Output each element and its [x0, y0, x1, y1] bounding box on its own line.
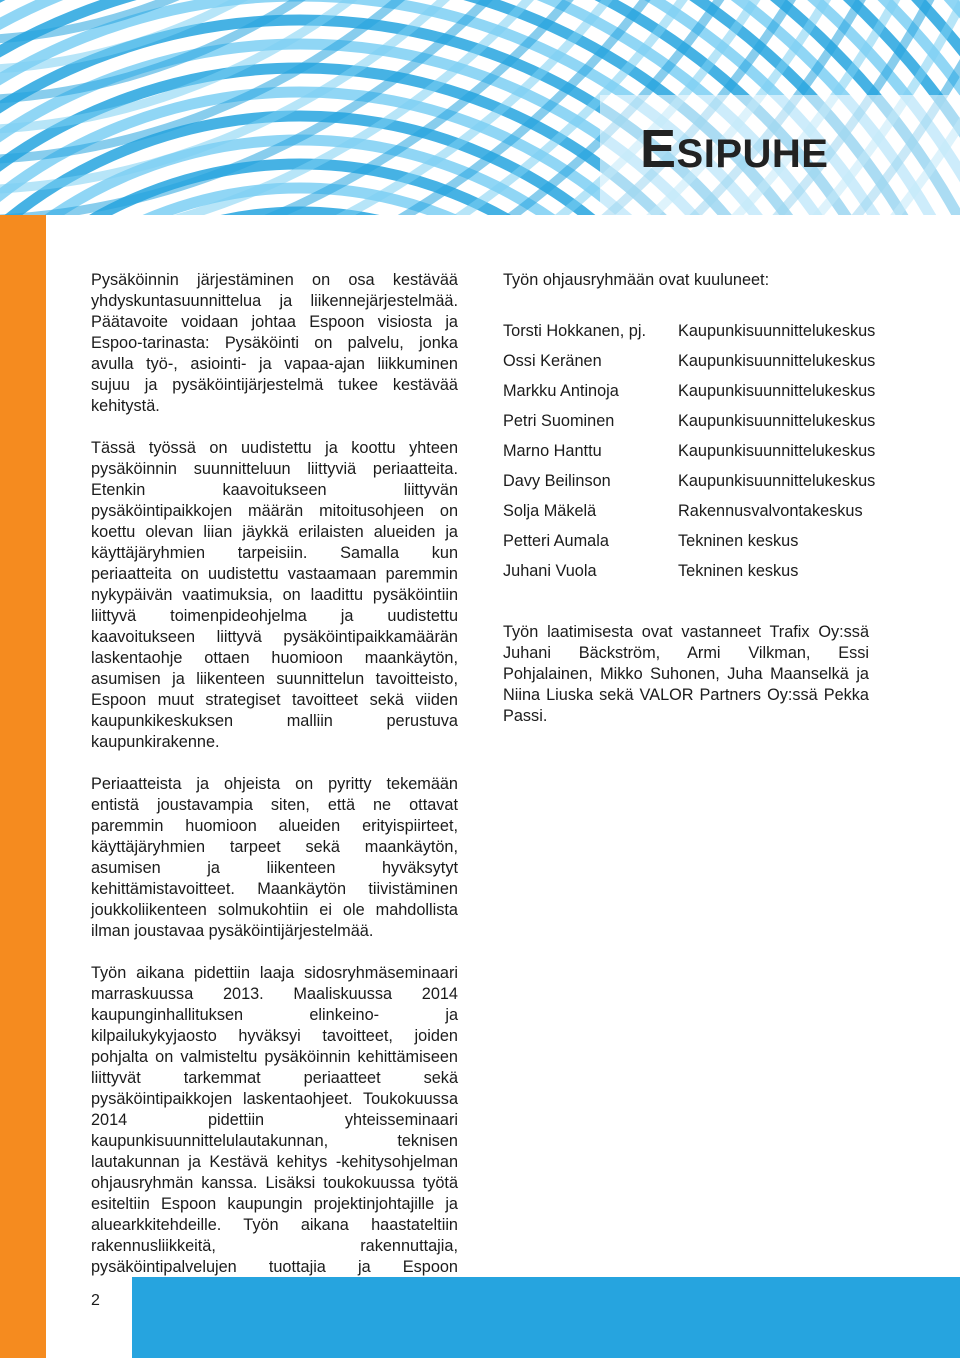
page-title-initial: E [640, 119, 677, 179]
member-name: Davy Beilinson [503, 472, 611, 490]
member-row [503, 381, 876, 402]
member-unit: Kaupunkisuunnittelukeskus [678, 322, 876, 340]
page-title-rest: SIPUHE [676, 132, 829, 176]
member-name: Ossi Keränen [503, 352, 602, 370]
header-decoration [0, 0, 960, 215]
steering-group-list [503, 321, 876, 582]
member-unit: Tekninen keskus [678, 532, 799, 550]
right-column [503, 270, 876, 727]
member-name: Marno Hanttu [503, 442, 602, 460]
member-row [503, 321, 876, 342]
member-unit: Rakennusvalvontakeskus [678, 502, 863, 520]
page-number: 2 [91, 1292, 100, 1309]
member-row [503, 531, 869, 552]
member-row [503, 561, 869, 582]
member-unit: Kaupunkisuunnittelukeskus [678, 412, 876, 430]
member-row [503, 441, 876, 462]
footer-number-box [46, 1277, 132, 1358]
member-name: Petri Suominen [503, 412, 615, 430]
page-title [640, 118, 828, 180]
member-row [503, 351, 876, 372]
paragraph-2: Tässä työssä on uudistettu ja koottu yhteen pysäköinnin suunnitteluun liittyviä periaatteita. Etenkin kaavoitukseen liittyvän pysäköintipaikkojen määrän mitoitusohjeen on koettu olevan liian jäykkä erilaisten alueiden ja käyttäjäryhmien tarpeisiin. Samalla kun periaatteita on uudistettu vastaamaan paremmin nykypäivän vaatimuksia, on laadittu pysäköintiin liittyvä toimenpideohjelma ja uudistettu kaavoitukseen liittyvä pysäköintipaikkamäärän laskentaohje ottaen huomioon maankäytön, asumisen ja liikenteen suunnittelun tavoitteisto, Espoon muut strategiset tavoitteet sekä viiden kaupunkikeskuksen malliin perustuva kaupunkirakenne. [91, 439, 458, 751]
paragraph-3: Periaatteista ja ohjeista on pyritty tekemään entistä joustavampia siten, että ne ottavat paremmin huomioon alueiden erityispiirteet, käyttäjäryhmien tarpeet sekä maankäytön, asumisen ja liikenteen hyväksytyt kehittämistavoitteet. Maankäytön tiivistäminen joukkoliikenteen solmukohtiin ei ole mahdollista ilman joustavaa pysäköintijärjestelmää. [91, 775, 458, 940]
member-name: Solja Mäkelä [503, 502, 597, 520]
paragraph-1: Pysäköinnin järjestäminen on osa kestävää yhdyskuntasuunnittelua ja liikennejärjestelmää. Päätavoite voidaan johtaa Espoon visiosta ja Espoo-tarinasta: Pysäköinti on palvelu, jonka avulla työ-, asiointi- ja vapaa-ajan liikkuminen sujuu ja pysäköintijärjestelmä tukee kestävää kehitystä. [91, 271, 458, 415]
member-name: Juhani Vuola [503, 562, 597, 580]
paragraph-4: Työn aikana pidettiin laaja sidosryhmäseminaari marraskuussa 2013. Maaliskuussa 2014 kaupunginhallituksen elinkeino- ja kilpailukykyjaosto hyväksyi tavoitteet, joiden pohjalta on valmisteltu pysäköinnin kehittämiseen liittyvät tarkemmat periaatteet sekä pysäköintipaikkojen laskentaohjeet. Toukokuussa 2014 pidettiin yhteisseminaari kaupunkisuunnittelulautakunnan, teknisen lautakunnan ja Kestävä kehitys -kehitysohjelman ohjausryhmän kanssa. Lisäksi toukokuussa työtä esiteltiin Espoon kaupungin projektinjohtajille ja aluearkkitehdeille. Työn aikana haastateltiin rakennusliikkeitä, rakennuttajia, pysäköintipalvelujen tuottajia ja Espoon [91, 964, 458, 1276]
steering-group-intro: Työn ohjausryhmään ovat kuuluneet: [503, 271, 770, 289]
member-name: Petteri Aumala [503, 532, 609, 550]
authors-paragraph: Työn laatimisesta ovat vastanneet Trafix Oy:ssä Juhani Bäckström, Armi Vilkman, Essi Pohjalainen, Mikko Suhonen, Juha Maanselkä ja Niina Liuska sekä VALOR Partners Oy:ssä Pekka Passi. [503, 623, 869, 725]
member-unit: Kaupunkisuunnittelukeskus [678, 442, 876, 460]
left-column [91, 270, 458, 1320]
member-unit: Kaupunkisuunnittelukeskus [678, 352, 876, 370]
member-row [503, 501, 869, 522]
member-row [503, 471, 876, 492]
footer-blue-bar [46, 1277, 960, 1358]
member-name: Markku Antinoja [503, 382, 619, 400]
member-unit: Kaupunkisuunnittelukeskus [678, 472, 876, 490]
member-row [503, 411, 876, 432]
member-unit: Kaupunkisuunnittelukeskus [678, 382, 876, 400]
orange-side-bar [0, 215, 46, 1358]
blue-arc-pattern [0, 0, 960, 215]
member-unit: Tekninen keskus [678, 562, 799, 580]
member-name: Torsti Hokkanen, pj. [503, 322, 646, 340]
